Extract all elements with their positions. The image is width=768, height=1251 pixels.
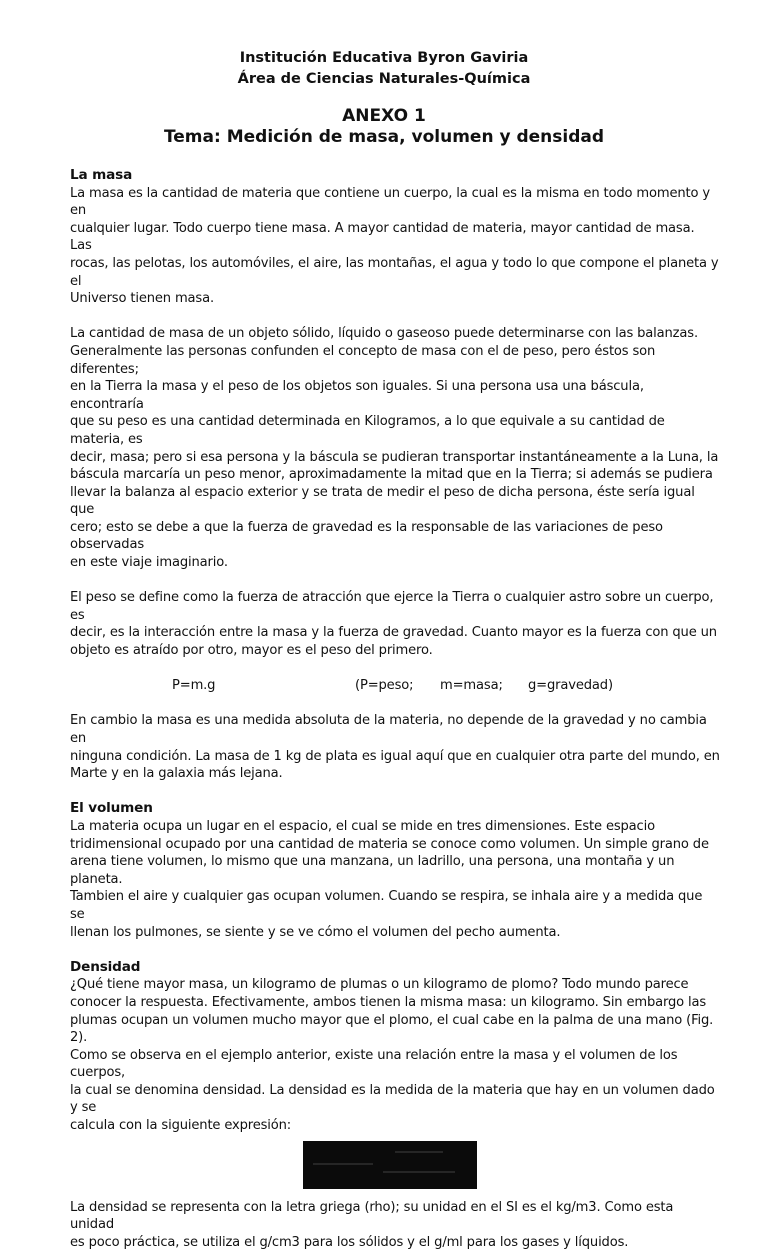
text-line: ninguna condición. La masa de 1 kg de plata es igual aquí que en cualquier otra parte del mundo, en [70, 748, 720, 764]
paragraph-masa-1 [70, 185, 720, 308]
text-line: La materia ocupa un lugar en el espacio, el cual se mide en tres dimensiones. Este espacio [70, 818, 655, 834]
text-line: En cambio la masa es una medida absoluta de la materia, no depende de la gravedad y no cambia en [70, 713, 707, 746]
text-line: El peso se define como la fuerza de atracción que ejerce la Tierra o cualquier astro sobre un cuerpo, es [70, 590, 714, 623]
text-line: decir, masa; pero si esa persona y la báscula se pudieran transportar instantáneamente a la Luna, la [70, 449, 719, 465]
text-line: Marte y en la galaxia más lejana. [70, 766, 283, 782]
formula-expression: P=m.g [172, 678, 216, 694]
text-line: la cual se denomina densidad. La densidad es la medida de la materia que hay en un volumen dado y se [70, 1082, 715, 1116]
paragraph-densidad-2 [70, 1199, 720, 1251]
text-line: La masa es la cantidad de materia que contiene un cuerpo, la cual es la misma en todo momento y en [70, 185, 710, 219]
formula-legend-gravedad: g=gravedad) [528, 678, 613, 694]
text-line: que su peso es una cantidad determinada en Kilogramos, a lo que equivale a su cantidad de materia, es [70, 414, 665, 447]
text-line: rocas, las pelotas, los automóviles, el aire, las montañas, el agua y todo lo que compone el planeta y el [70, 255, 719, 289]
paragraph-masa-2 [70, 325, 720, 571]
paragraph-densidad-1 [70, 976, 720, 1134]
institution-name: Institución Educativa Byron Gaviria [239, 50, 529, 66]
document-title [0, 106, 768, 148]
document-body [70, 167, 720, 1251]
text-line: en este viaje imaginario. [70, 555, 228, 571]
text-line: cero; esto se debe a que la fuerza de gravedad es la responsable de las variaciones de peso observadas [70, 519, 663, 553]
text-line: objeto es atraído por otro, mayor es el peso del primero. [70, 643, 433, 659]
text-line: llevar la balanza al espacio exterior y se trata de medir el peso de dicha persona, éste sería igual que [70, 484, 695, 518]
section-heading-densidad: Densidad [70, 958, 141, 975]
text-line: La densidad se representa con la letra griega (rho); su unidad en el SI es el kg/m3. Como esta unidad [70, 1199, 674, 1233]
text-line: decir, es la interacción entre la masa y la fuerza de gravedad. Cuanto mayor es la fuerza con que un [70, 625, 717, 641]
paragraph-masa-4 [70, 712, 720, 782]
density-formula-image [303, 1141, 477, 1189]
text-line: Tambien el aire y cualquier gas ocupan volumen. Cuando se respira, se inhala aire y a medida que se [70, 889, 703, 922]
topic-title: Tema: Medición de masa, volumen y densidad [163, 127, 605, 147]
text-line: plumas ocupan un volumen mucho mayor que el plomo, el cual cabe en la palma de una mano (Fig. 2). [70, 1012, 714, 1046]
paragraph-volumen-1 [70, 818, 720, 941]
section-heading-volumen: El volumen [70, 800, 153, 817]
document-header [0, 48, 768, 90]
text-line: es poco práctica, se utiliza el g/cm3 para los sólidos y el g/ml para los gases y líquidos. [70, 1234, 629, 1250]
text-line: llenan los pulmones, se siente y se ve cómo el volumen del pecho aumenta. [70, 924, 561, 940]
text-line: arena tiene volumen, lo mismo que una manzana, un ladrillo, una persona, una montaña y un planeta. [70, 854, 675, 887]
weight-formula [70, 677, 720, 695]
text-line: Como se observa en el ejemplo anterior, existe una relación entre la masa y el volumen de los cuerpos, [70, 1047, 678, 1081]
text-line: La cantidad de masa de un objeto sólido, líquido o gaseoso puede determinarse con las balanzas. [70, 326, 698, 342]
section-heading-masa: La masa [70, 167, 133, 183]
text-line: cualquier lugar. Todo cuerpo tiene masa. A mayor cantidad de materia, mayor cantidad de masa. Las [70, 220, 695, 254]
text-line: tridimensional ocupado por una cantidad de materia se conoce como volumen. Un simple grano de [70, 836, 709, 852]
text-line: conocer la respuesta. Efectivamente, ambos tienen la misma masa: un kilogramo. Sin embargo las [70, 994, 707, 1010]
formula-legend-masa: m=masa; [440, 678, 503, 694]
text-line: ¿Qué tiene mayor masa, un kilogramo de plumas o un kilogramo de plomo? Todo mundo parece [70, 977, 689, 993]
paragraph-masa-3 [70, 589, 720, 659]
text-line: báscula marcaría un peso menor, aproximadamente la mitad que en la Tierra; si además se pudiera [70, 467, 713, 483]
annex-label: ANEXO 1 [342, 106, 426, 126]
text-line: Universo tienen masa. [70, 291, 214, 307]
text-line: en la Tierra la masa y el peso de los objetos son iguales. Si una persona usa una báscula, encontraría [70, 379, 644, 412]
text-line: Generalmente las personas confunden el concepto de masa con el de peso, pero éstos son diferentes; [70, 343, 656, 377]
formula-legend-peso: (P=peso; [355, 678, 414, 694]
text-line: calcula con la siguiente expresión: [70, 1118, 292, 1134]
area-name: Área de Ciencias Naturales-Química [237, 71, 531, 87]
